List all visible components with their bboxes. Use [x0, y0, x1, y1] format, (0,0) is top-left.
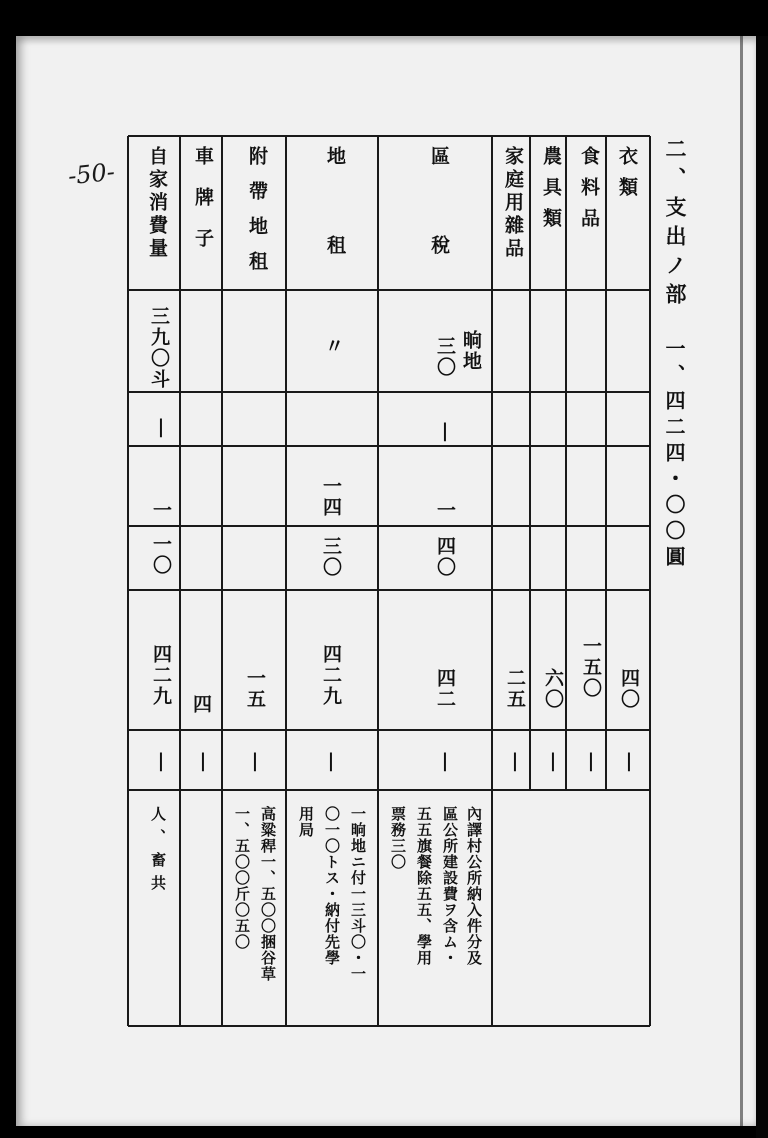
header-household-goods: 家庭用雜品: [502, 146, 524, 261]
district-tax-row4: 四〇: [434, 536, 456, 578]
header-self-consumption: 自家消費量: [146, 146, 168, 261]
self-consumption-row4: 一〇: [150, 534, 172, 576]
food-row5: 一五〇: [580, 636, 602, 699]
district-tax-land-label: 晌地: [460, 330, 482, 372]
cart-license-row6: |: [192, 750, 214, 774]
note-district-tax-line2: 區公所建設費ヲ含ム・: [441, 806, 459, 966]
note-land-tax-line2: 〇一〇トス・納付先學: [323, 806, 341, 966]
header-district-tax: 區稅: [428, 146, 450, 324]
note-land-tax-line3: 用局: [297, 806, 315, 838]
header-food: 食料品: [578, 146, 600, 239]
header-land-tax: 地租: [324, 146, 346, 324]
farm-tools-row5: 六〇: [542, 668, 564, 710]
self-consumption-row5: 四二九: [150, 644, 172, 707]
district-tax-row6: |: [434, 750, 456, 774]
food-row6: |: [580, 750, 602, 774]
household-goods-row5: 二五: [504, 668, 526, 710]
land-tax-row5: 四二九: [320, 644, 342, 707]
district-tax-row3: 一: [434, 500, 456, 521]
section-title: 二、支出ノ部: [663, 138, 688, 312]
note-attached-tax-line1: 高粱稈一、五〇〇捆谷草: [259, 806, 277, 982]
district-tax-row5: 四二: [434, 668, 456, 710]
page-number-note: -50-: [66, 157, 117, 191]
note-self-consumption: 人、畜共: [149, 806, 167, 898]
header-attached-land-tax: 附帶地租: [246, 146, 268, 286]
cart-license-row5: 四: [190, 694, 212, 715]
header-cart-license: 車牌子: [192, 146, 214, 269]
land-tax-row1: 〃: [322, 336, 344, 357]
land-tax-row6: |: [320, 750, 342, 774]
self-consumption-row6: |: [150, 750, 172, 774]
note-district-tax-line4: 票務三〇: [389, 806, 407, 870]
district-tax-row1: 三〇: [434, 336, 456, 378]
land-tax-row4: 三〇: [320, 536, 342, 578]
section-total: 一、四二四・〇〇圓: [662, 338, 686, 572]
self-consumption-row2: |: [150, 416, 172, 440]
land-tax-row3: 一四: [320, 476, 342, 518]
note-district-tax-line1: 內譯村公所納入件分及: [465, 806, 483, 966]
district-tax-row2: |: [434, 420, 456, 444]
note-attached-tax-line2: 一、五〇〇斤〇五〇: [233, 806, 251, 950]
attached-tax-row5: 一五: [244, 668, 266, 710]
note-land-tax-line1: 一晌地ニ付一三斗〇・一: [349, 806, 367, 982]
farm-tools-row6: |: [542, 750, 564, 774]
self-consumption-row1: 三九〇斗: [148, 306, 170, 390]
self-consumption-row3: 一: [150, 500, 172, 521]
clothing-row6: |: [618, 750, 640, 774]
household-goods-row6: |: [504, 750, 526, 774]
attached-tax-row6: |: [244, 750, 266, 774]
clothing-row5: 四〇: [618, 668, 640, 710]
note-district-tax-line3: 五五旗餐除五五、學用: [415, 806, 433, 966]
header-clothing: 衣類: [616, 146, 638, 208]
header-farm-tools: 農具類: [540, 146, 562, 239]
